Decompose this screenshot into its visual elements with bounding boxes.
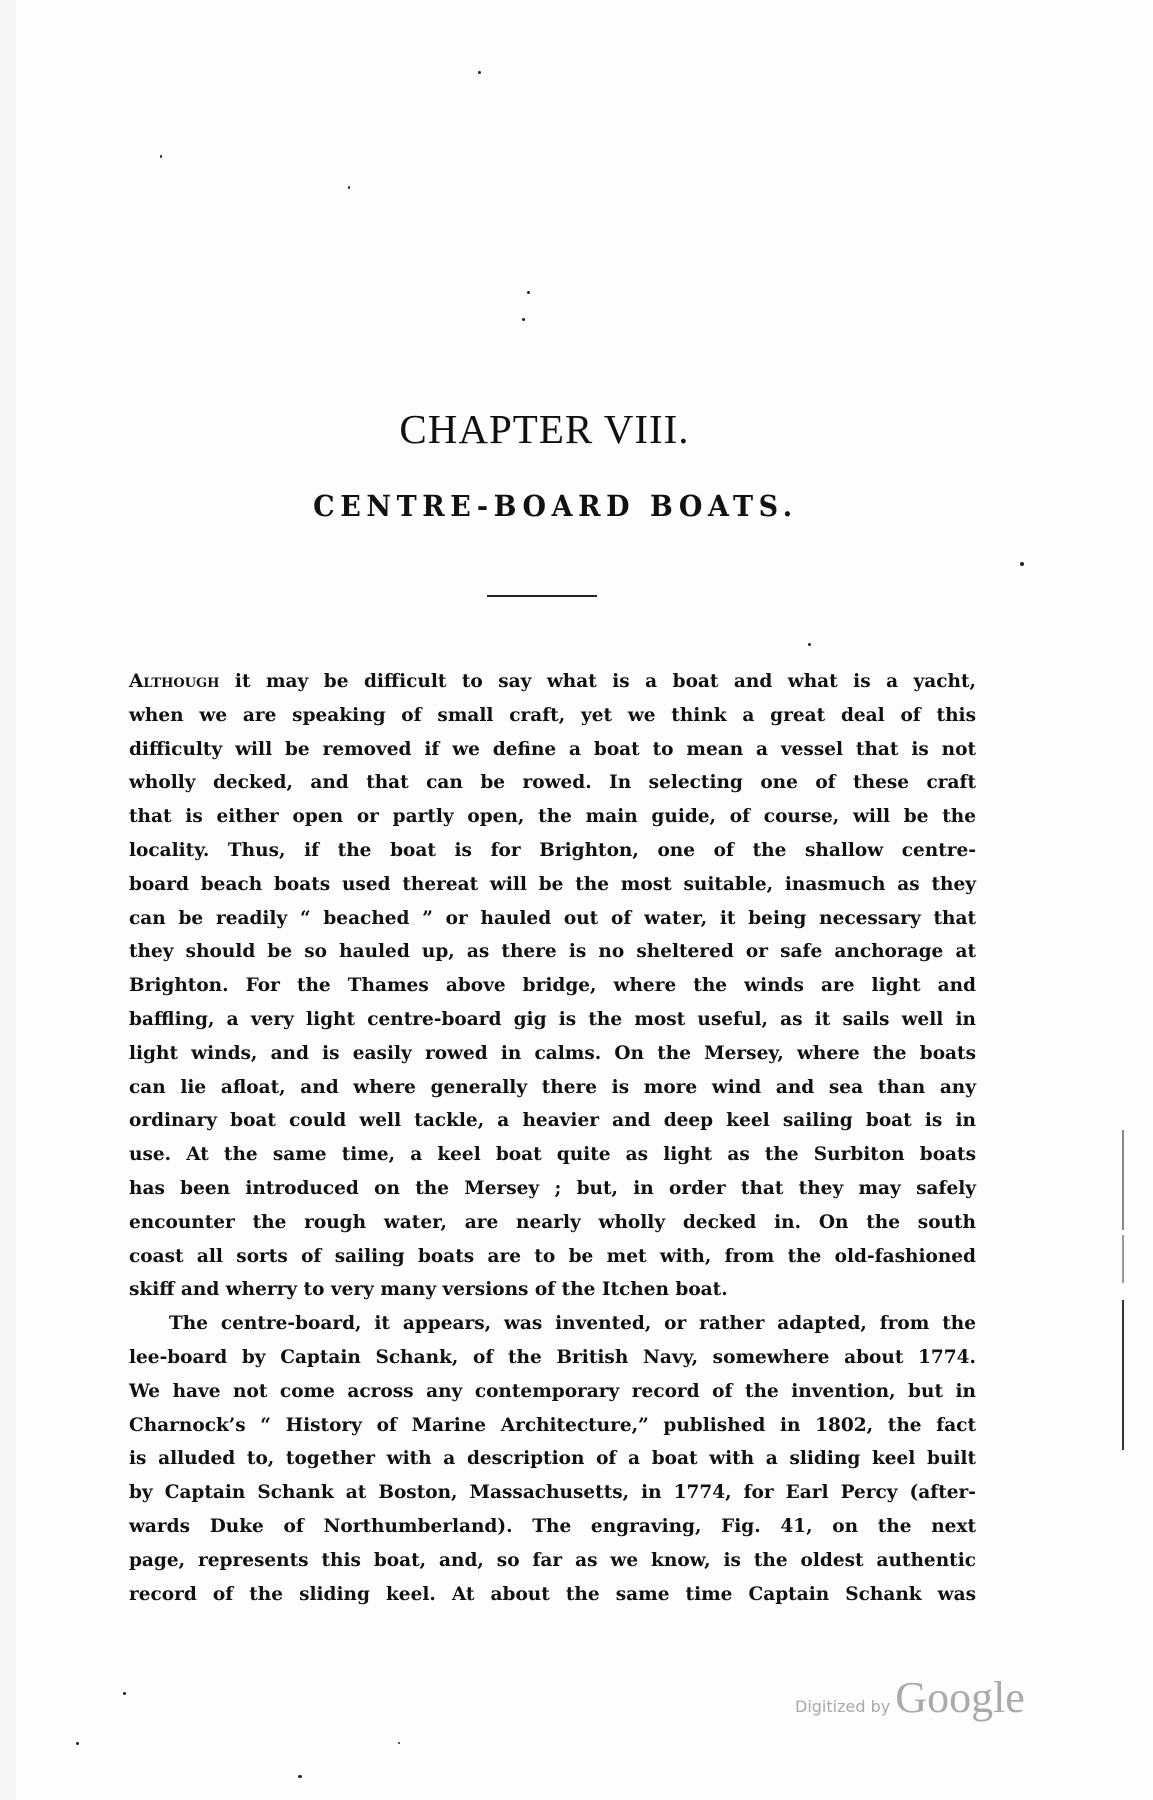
text-line: lee-board by Captain Schank, of the British Navy, somewhere about 1774.	[129, 1346, 976, 1368]
text-line: light winds, and is easily rowed in calms. On the Mersey, where the boats	[129, 1042, 976, 1064]
text-line: We have not come across any contemporary record of the invention, but in	[129, 1380, 976, 1402]
scan-speck	[1020, 562, 1024, 566]
google-digitized-watermark	[795, 1672, 1025, 1723]
text-line: wards Duke of Northumberland). The engraving, Fig. 41, on the next	[129, 1515, 976, 1537]
scan-speck	[398, 1742, 400, 1744]
text-line: ordinary boat could well tackle, a heavier and deep keel sailing boat is in	[129, 1110, 976, 1132]
text-line: page, represents this boat, and, so far as we know, is the oldest authentic	[129, 1549, 976, 1571]
text-line: skiff and wherry to very many versions of the Itchen boat.	[129, 1279, 728, 1301]
scan-edge-line	[1122, 1235, 1124, 1283]
text-line: they should be so hauled up, as there is no sheltered or safe anchorage at	[129, 941, 976, 963]
scan-speck	[76, 1742, 79, 1745]
text-line: can lie afloat, and where generally there is more wind and sea than any	[129, 1076, 976, 1098]
scan-edge-line	[1122, 1300, 1124, 1450]
text-line: Although it may be difficult to say what is a boat and what is a yacht,	[129, 671, 976, 692]
text-line: is alluded to, together with a description of a boat with a sliding keel built	[129, 1448, 976, 1470]
scan-speck	[160, 155, 162, 158]
lead-word: Although	[129, 671, 220, 692]
scan-speck	[522, 318, 525, 321]
text-line: The centre-board, it appears, was invented, or rather adapted, from the	[169, 1313, 976, 1335]
text-line: use. At the same time, a keel boat quite as light as the Surbiton boats	[129, 1144, 976, 1166]
text-line: that is either open or partly open, the main guide, of course, will be the	[129, 806, 976, 828]
text-line: record of the sliding keel. At about the same time Captain Schank was	[129, 1583, 976, 1605]
text-line: by Captain Schank at Boston, Massachusetts, in 1774, for Earl Percy (after-	[129, 1482, 976, 1504]
scan-edge-line	[1122, 1130, 1124, 1230]
text-line: difficulty will be removed if we define a boat to mean a vessel that is not	[129, 738, 976, 760]
text-line: baffling, a very light centre-board gig is the most useful, as it sails well in	[129, 1008, 976, 1030]
scan-speck	[808, 643, 811, 646]
text-line: locality. Thus, if the boat is for Brighton, one of the shallow centre-	[129, 839, 976, 861]
text-line: has been introduced on the Mersey ; but, in order that they may safely	[129, 1177, 976, 1199]
text-line: Brighton. For the Thames above bridge, where the winds are light and	[129, 975, 976, 997]
text-line: when we are speaking of small craft, yet we think a great deal of this	[129, 704, 976, 726]
scan-edge-shadow	[0, 0, 16, 1800]
google-logo-text: Google	[895, 1673, 1025, 1722]
text-line: Charnock’s “ History of Marine Architecture,” published in 1802, the fact	[129, 1414, 976, 1436]
title-divider-rule	[487, 595, 597, 597]
body-text	[129, 665, 976, 1611]
scan-speck	[298, 1775, 302, 1778]
text-line: wholly decked, and that can be rowed. In selecting one of these craft	[129, 772, 976, 794]
text-line: board beach boats used thereat will be the most suitable, inasmuch as they	[129, 873, 976, 895]
scan-speck	[123, 1692, 126, 1695]
chapter-number: CHAPTER VIII.	[399, 406, 690, 452]
text-line: encounter the rough water, are nearly wholly decked in. On the south	[129, 1211, 976, 1233]
text-line: can be readily “ beached ” or hauled out of water, it being necessary that	[129, 907, 976, 929]
scan-speck	[527, 291, 530, 294]
scan-speck	[478, 71, 481, 74]
chapter-title: CENTRE-BOARD BOATS.	[313, 489, 798, 523]
scan-speck	[348, 186, 350, 189]
watermark-prefix: Digitized by	[795, 1697, 891, 1716]
text-line: coast all sorts of sailing boats are to be met with, from the old-fashioned	[129, 1245, 976, 1267]
